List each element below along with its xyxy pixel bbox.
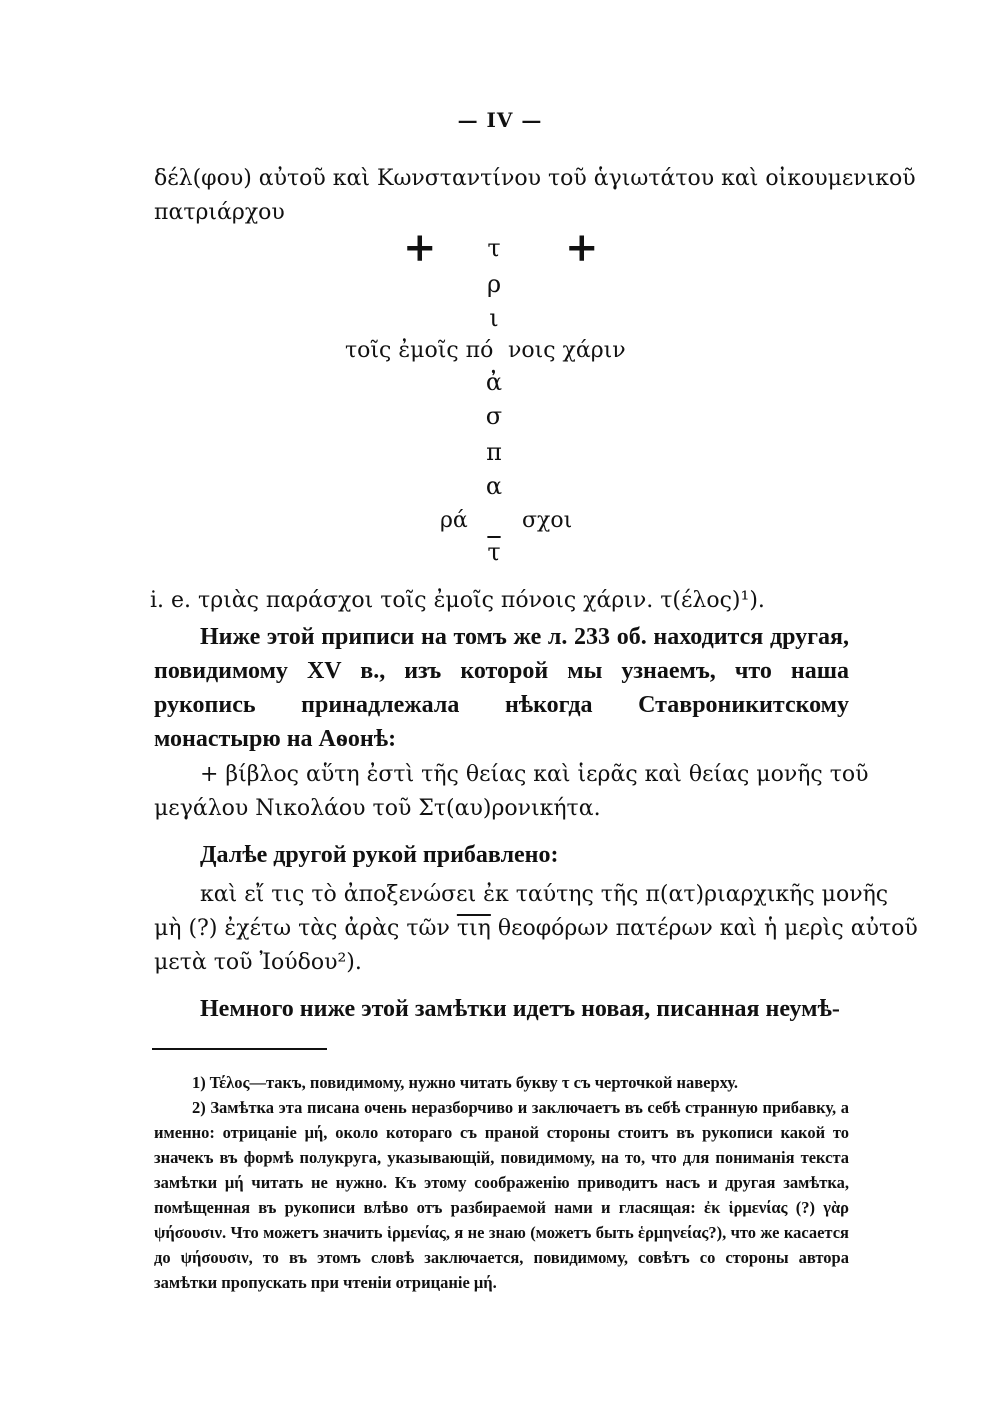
- quote-2-line-3: μετὰ τοῦ Ἰούδου²).: [154, 950, 362, 975]
- paragraph-3: Немного ниже этой замѣтки идетъ новая, писанная неумѣ-: [200, 996, 840, 1022]
- cross-lower-right-text: σχοι: [522, 508, 573, 533]
- cross-right-text: νοις χάριν: [508, 338, 626, 363]
- cross-left-text: τοῖς ἐμοῖς πό: [345, 338, 494, 363]
- quote-1-line-2: μεγάλου Νικολάου τοῦ Στ(αυ)ρονικήτα.: [154, 796, 601, 821]
- acrostic-letter: τ: [487, 234, 501, 262]
- acrostic-letter: ι: [489, 304, 499, 332]
- quote-1-line-1: + βίβλος αὕτη ἐστὶ τῆς θείας καὶ ἱερᾶς καὶ θείας μονῆς τοῦ: [200, 762, 869, 787]
- greek-intro-line-2: πατριάρχου: [154, 200, 285, 225]
- footnote-divider: [152, 1048, 327, 1050]
- footnote-2: 2) Замѣтка эта писана очень неразборчиво и заключаетъ въ себѣ странную прибавку, а именно: отрицаніе μή, около котораго съ праной стороны стоитъ въ рукописи какой то значекъ въ формѣ полукруга, указывающій, повидимому, на то, что для пониманія текста замѣтки μή читать не нужно. Къ этому соображенію приводитъ насъ и другая замѣтка, помѣщенная въ рукописи влѣво отъ разбираемой нами и гласящая: ἐκ ἱρμενίας (?) γὰρ ψήσουσιν. Что можетъ значить ἱρμενίας, я не знаю (можетъ быть ἑρμηνείας?), что же касается до ψήσουσιν, то въ этомъ словѣ заключается, повидимому, совѣтъ со стороны автора замѣтки пропускать при чтеніи отрицаніе μή.: [154, 1098, 849, 1292]
- acrostic-letter: α: [485, 472, 503, 500]
- acrostic-letter: σ: [485, 402, 503, 430]
- acrostic-letter: ἀ: [485, 368, 503, 396]
- acrostic-letter-overlined: $\overline{\tau}$: [487, 538, 501, 566]
- quote-2-line-2-part-a: μὴ (?) ἐχέτω τὰς ἀρὰς τῶν: [154, 916, 450, 941]
- greek-intro-line-1: δέλ(φου) αὐτοῦ καὶ Κωνσταντίνου τοῦ ἁγιωτάτου καὶ οἰκουμενικοῦ: [154, 166, 916, 191]
- reading-line: i. e. τριὰς παράσχοι τοῖς ἐμοῖς πόνοις χάριν. τ(έλος)¹).: [150, 588, 765, 613]
- paragraph-1: Ниже этой приписи на томъ же л. 233 об. находится другая, повидимому XV в., изъ которой мы узнаемъ, что наша рукопись принадлежала нѣкогда Ставроникитскому монастырю на Аѳонѣ:: [154, 624, 849, 752]
- paragraph-2: Далѣе другой рукой прибавлено:: [200, 842, 559, 868]
- footnote-1: 1) Τέλος—такъ, повидимому, нужно читать букву τ съ черточкой наверху.: [192, 1073, 739, 1092]
- page-number: — IV —: [457, 108, 543, 132]
- acrostic-letter: ρ: [486, 270, 502, 298]
- quote-2-line-1: καὶ εἴ τις τὸ ἀποξενώσει ἐκ ταύτης τῆς π(ατ)ριαρχικῆς μονῆς: [200, 882, 889, 907]
- quote-2-abbreviation: $\overline{\tau\iota\eta}$: [456, 916, 491, 941]
- cross-left-symbol: +: [403, 224, 437, 271]
- cross-lower-left-text: ρά: [440, 508, 468, 533]
- cross-right-symbol: +: [565, 224, 599, 271]
- quote-2-line-2: [154, 916, 918, 941]
- quote-2-line-2-part-c: θεοφόρων πατέρων καὶ ἡ μερὶς αὐτοῦ: [497, 916, 918, 941]
- acrostic-letter: π: [486, 438, 502, 466]
